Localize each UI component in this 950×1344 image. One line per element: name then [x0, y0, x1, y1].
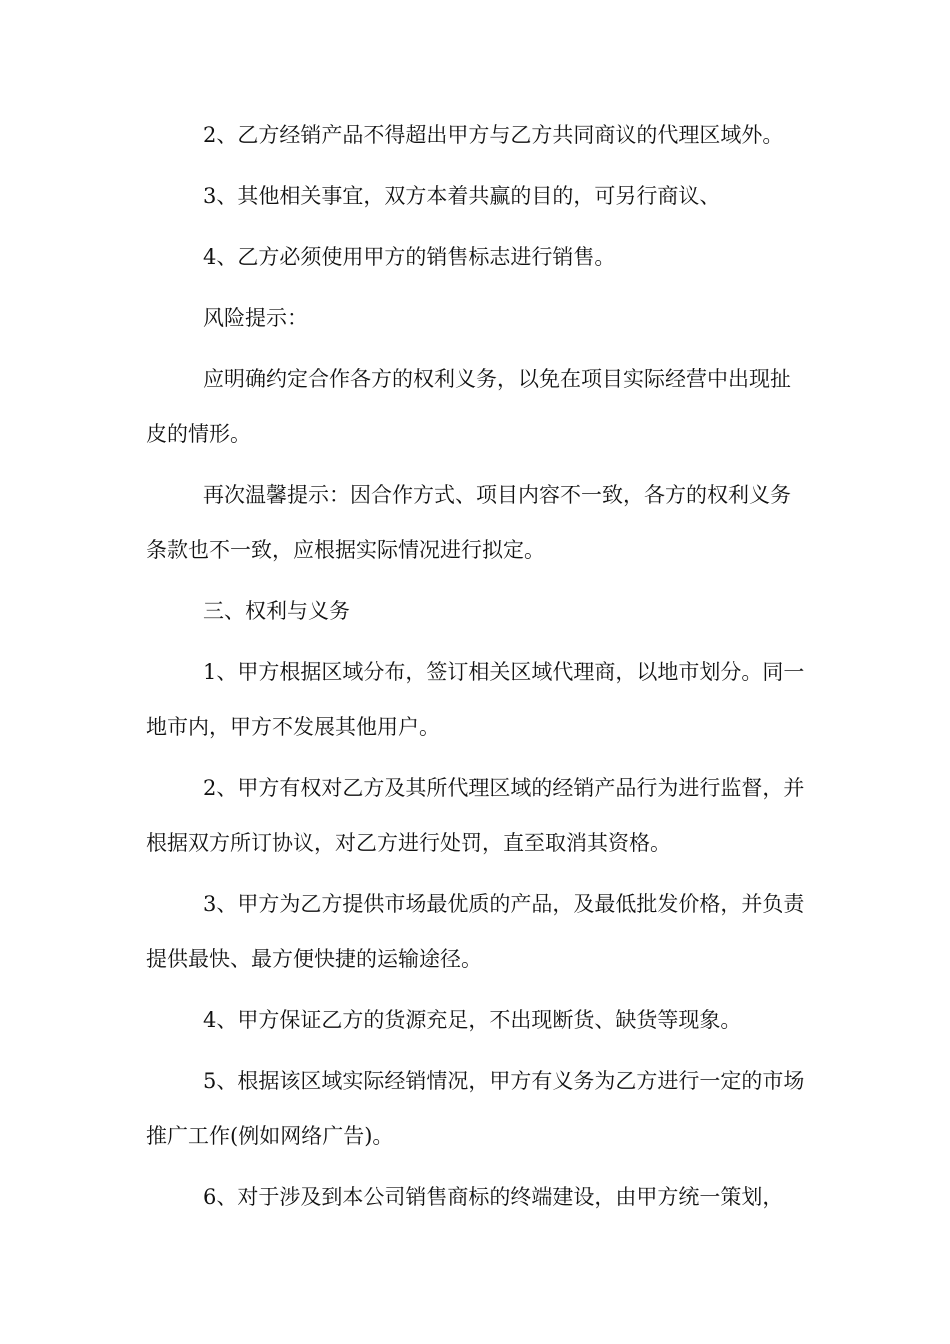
paragraph-clause-4-sales-mark: 4、乙方必须使用甲方的销售标志进行销售。: [203, 245, 616, 269]
paragraph-risk-heading: 风险提示：: [203, 306, 308, 330]
paragraph-clause-3-other-matters: 3、其他相关事宜，双方本着共赢的目的，可另行商议、: [203, 184, 721, 208]
paragraph-rights-6: 6、对于涉及到本公司销售商标的终端建设，由甲方统一策划，: [203, 1185, 784, 1209]
paragraph-risk-note: 应明确约定合作各方的权利义务，以免在项目实际经营中出现扯皮的情形。: [146, 367, 791, 446]
document-body: [146, 108, 810, 1225]
paragraph-reminder: 再次温馨提示：因合作方式、项目内容不一致，各方的权利义务条款也不一致，应根据实际情况进行拟定。: [146, 483, 791, 562]
paragraph-rights-2: 2、甲方有权对乙方及其所代理区域的经销产品行为进行监督，并根据双方所订协议，对乙方进行处罚，直至取消其资格。: [146, 776, 805, 855]
paragraph-rights-3: 3、甲方为乙方提供市场最优质的产品，及最低批发价格，并负责提供最快、最方便快捷的运输途径。: [146, 892, 805, 971]
paragraph-clause-2-region: 2、乙方经销产品不得超出甲方与乙方共同商议的代理区域外。: [203, 123, 784, 147]
section-heading-rights-obligations: 三、权利与义务: [203, 599, 350, 623]
paragraph-rights-4: 4、甲方保证乙方的货源充足，不出现断货、缺货等现象。: [203, 1008, 742, 1032]
paragraph-rights-5: 5、根据该区域实际经销情况，甲方有义务为乙方进行一定的市场推广工作(例如网络广告)。: [146, 1069, 805, 1148]
paragraph-rights-1: 1、甲方根据区域分布，签订相关区域代理商，以地市划分。同一地市内，甲方不发展其他用户。: [146, 660, 805, 739]
